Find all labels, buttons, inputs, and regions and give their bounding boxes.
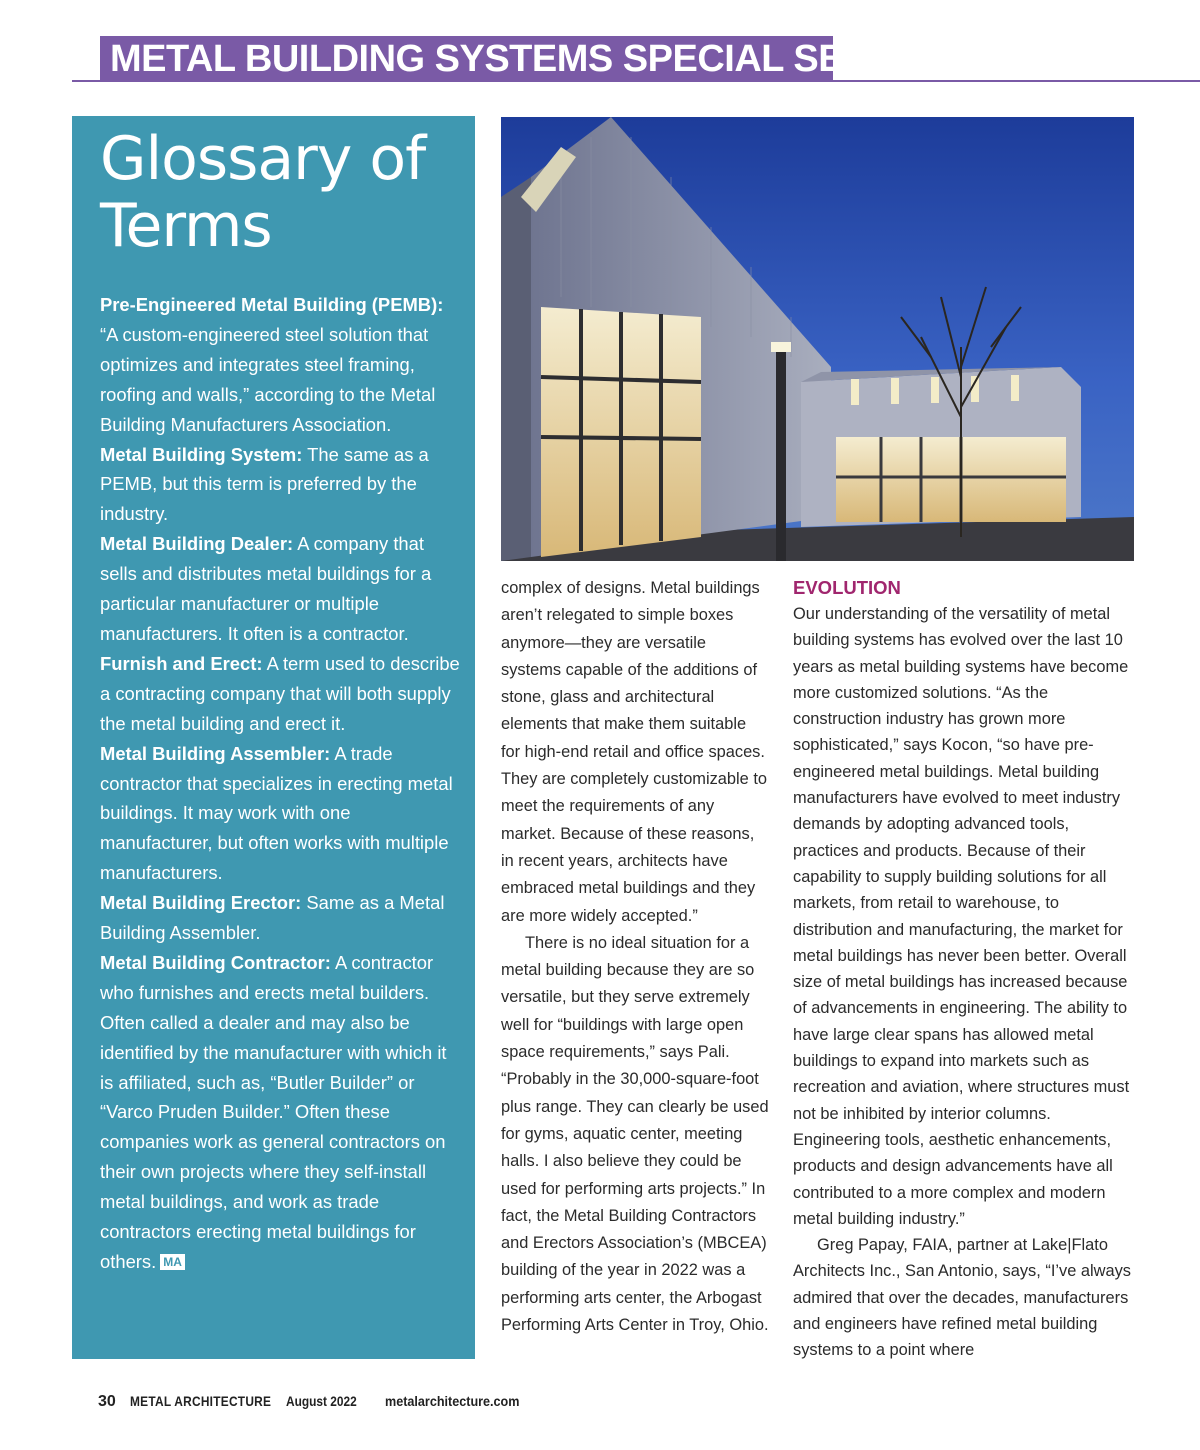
- glossary-title-line1: Glossary of: [100, 124, 426, 194]
- article-paragraph: Greg Papay, FAIA, partner at Lake|Flato Architects Inc., San Antonio, says, “I’ve always admired that over the decades, manufacturers and engineers have refined metal building systems to a point where: [793, 1236, 1131, 1360]
- term-name: Metal Building Assembler:: [100, 742, 331, 764]
- glossary-title: [100, 126, 475, 260]
- glossary-title-line2: Terms: [100, 191, 272, 261]
- term-definition: Same as a Metal Building Assembler.: [100, 892, 445, 944]
- website-link[interactable]: metalarchitecture.com: [385, 1393, 520, 1409]
- building-photo: [501, 117, 1134, 561]
- term-name: Metal Building Erector:: [100, 892, 302, 914]
- article-paragraph: There is no ideal situation for a metal building because they are so versatile, but they serve extremely well for “buildings with large open space requirements,” says Pali. “Probably in the 30,000-square-foot plus range. They can clearly be used for gyms, aquatic center, meeting halls. I also believe they could be used for performing arts projects.” In fact, the Metal Building Contractors and Erectors Association’s (MBCEA) building of the year in 2022 was a performing arts center, the Arbogast Performing Arts Center in Troy, Ohio.: [501, 933, 769, 1335]
- banner-rule: [72, 80, 1200, 82]
- term-definition: A company that sells and distributes metal buildings for a particular manufacturer or multiple manufacturers. It often is a contractor.: [100, 533, 432, 644]
- glossary-term: [100, 290, 460, 440]
- glossary-sidebar: [72, 116, 475, 1359]
- glossary-term: [100, 948, 460, 1277]
- magazine-name: METAL ARCHITECTURE: [129, 1393, 271, 1409]
- term-name: Pre-Engineered Metal Building (PEMB):: [100, 294, 444, 315]
- term-definition: A contractor who furnishes and erects metal builders. Often called a dealer and may also be identified by the manufacturer with which it is affiliated, such as, “Butler Builder” or “Varco Pruden Builder.” Often these companies work as general contractors on their own projects where they self-install metal buildings, and work as trade contractors erecting metal buildings for others.: [100, 951, 447, 1272]
- glossary-term: [100, 888, 460, 948]
- glossary-term: [100, 529, 460, 649]
- page-footer: [98, 1390, 535, 1413]
- article-paragraph: Our understanding of the versatility of metal building systems has evolved over the last 10 years as metal building systems have become more customized solutions. “As the construction industry has grown more sophisticated,” says Kocon, “so have pre-engineered metal buildings. Metal building manufacturers have evolved to meet industry demands by adopting advanced tools, practices and products. Because of their capability to supply building solutions for all markets, from retail to warehouse, to distribution and manufacturing, the market for metal buildings has never been better. Overall size of metal buildings has increased because of advancements in engineering. The ability to have large clear spans has allowed metal buildings to expand into markets such as recreation and aviation, where structures must not be inhibited by interior columns. Engineering tools, aesthetic enhancements, products and design advancements have all contributed to a more complex and modern metal building industry.”: [793, 605, 1130, 1228]
- article-paragraph: complex of designs. Metal buildings aren’t relegated to simple boxes anymore—they are versatile systems capable of the additions of stone, glass and architectural elements that make them suitable for high-end retail and office spaces. They are completely customizable to meet the requirements of any market. Because of these reasons, in recent years, architects have embraced metal buildings and they are more widely accepted.”: [501, 579, 768, 925]
- page-number: 30: [98, 1393, 116, 1410]
- term-definition: A term used to describe a contracting company that will both supply the metal building and erect it.: [100, 652, 460, 734]
- issue-date: August 2022: [285, 1393, 357, 1409]
- term-name: Metal Building System:: [100, 443, 303, 465]
- glossary-term: [100, 440, 460, 530]
- section-banner: METAL BUILDING SYSTEMS SPECIAL SECTION: [100, 36, 833, 82]
- article-column-right: [793, 575, 1138, 1364]
- glossary-term: [100, 739, 460, 889]
- end-mark-logo: MA: [160, 1254, 185, 1270]
- term-name: Metal Building Dealer:: [100, 533, 294, 555]
- glossary-terms: [100, 290, 460, 1277]
- term-name: Furnish and Erect:: [100, 652, 263, 674]
- term-definition: The same as a PEMB, but this term is preferred by the industry.: [100, 443, 429, 525]
- term-name: Metal Building Contractor:: [100, 951, 331, 973]
- glossary-term: [100, 649, 460, 739]
- building-photo-illustration: [501, 117, 1134, 561]
- term-definition: A trade contractor that specializes in erecting metal buildings. It may work with one manufacturer, but often works with multiple manufacturers.: [100, 742, 453, 884]
- term-definition: “A custom-engineered steel solution that optimizes and integrates steel framing, roofing and walls,” according to the Metal Building Manufacturers Association.: [100, 323, 436, 435]
- section-subhead: EVOLUTION: [793, 577, 901, 598]
- article-column-middle: [501, 575, 769, 1339]
